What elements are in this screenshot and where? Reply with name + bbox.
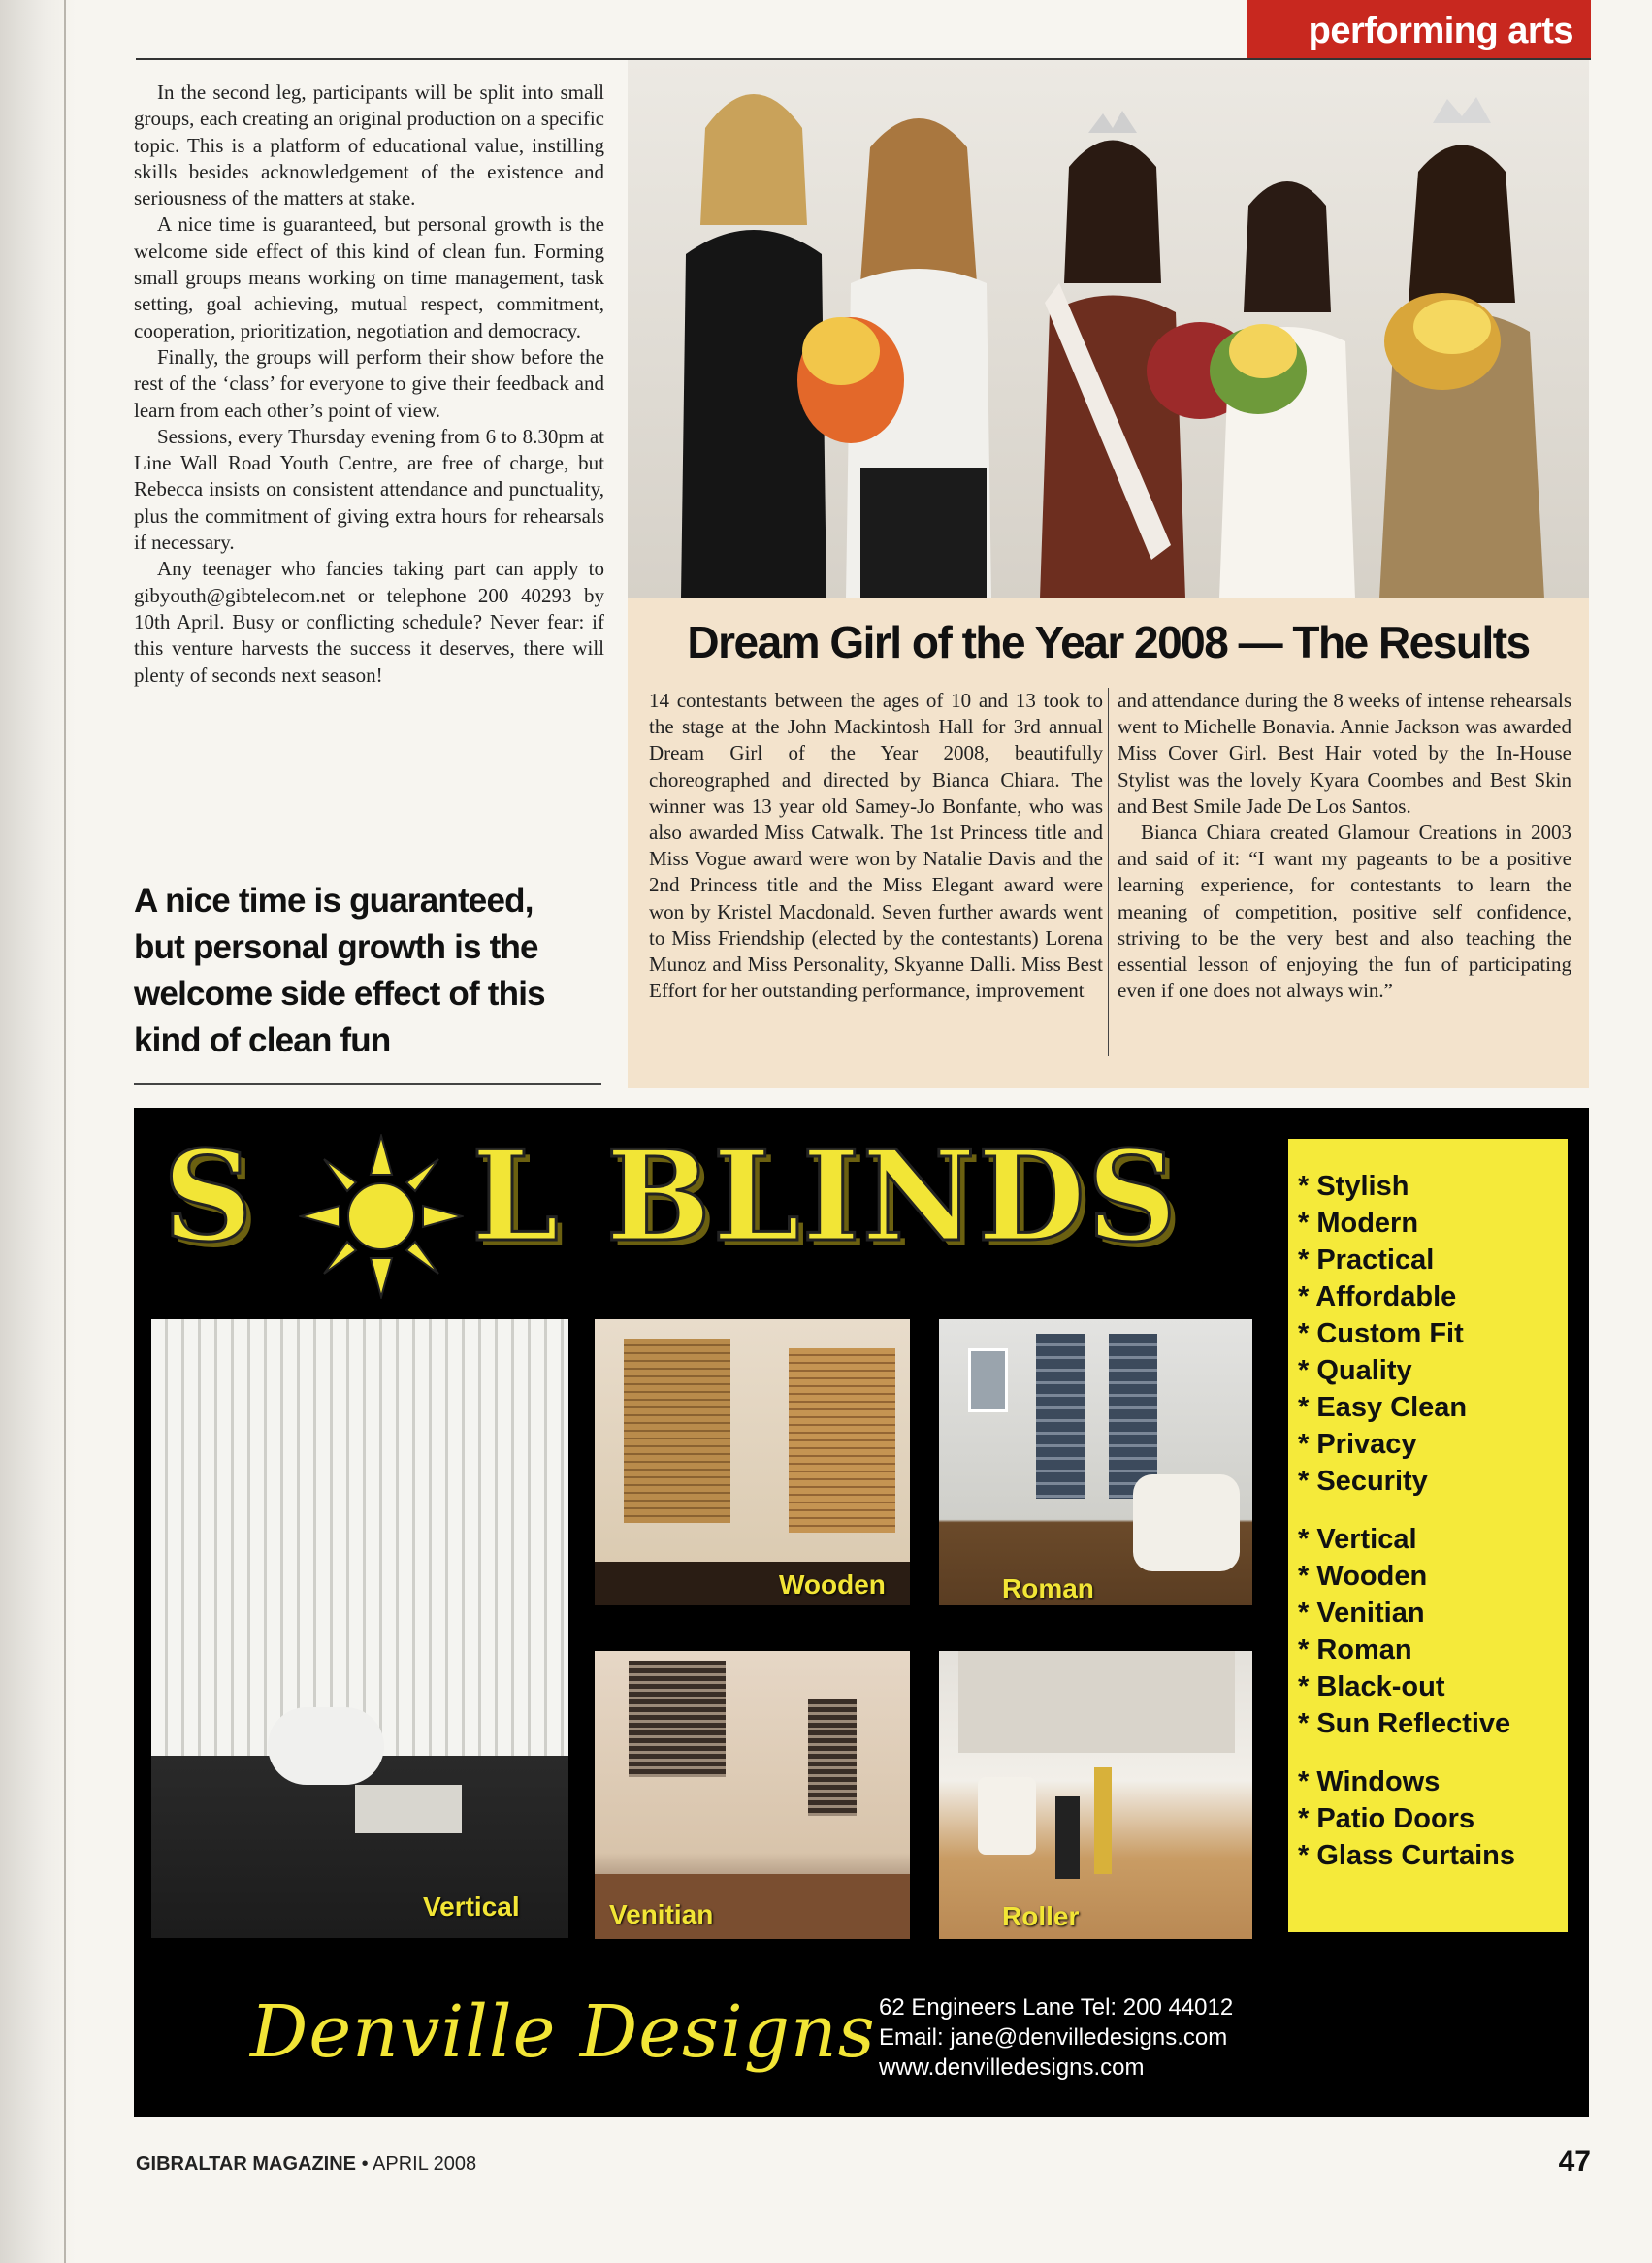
contact-web: www.denvilledesigns.com — [879, 2054, 1145, 2081]
paragraph: Any teenager who fancies taking part can apply to gibyouth@gibtelecom.net or telephone 200 40293 by 10th April. Busy or conflicting schedule? Never fear: if this venture harvests the success it deserves, there will plenty of seconds next season! — [134, 557, 604, 687]
type-item: * Sun Reflective — [1298, 1708, 1511, 1739]
contact-block — [879, 1992, 1233, 2083]
results-title: Dream Girl of the Year 2008 — The Results — [687, 617, 1530, 667]
location-item: * Glass Curtains — [1298, 1840, 1516, 1871]
type-item: * Wooden — [1298, 1561, 1428, 1592]
page-footer — [136, 2153, 476, 2176]
type-item: * Venitian — [1298, 1598, 1425, 1629]
type-item: * Roman — [1298, 1634, 1412, 1665]
page-number: 47 — [1558, 2146, 1591, 2178]
feature-item: * Privacy — [1298, 1429, 1417, 1460]
contact-email: Email: jane@denvilledesigns.com — [879, 2024, 1228, 2051]
tile-roman-blinds — [939, 1319, 1252, 1605]
features-list — [1288, 1139, 1568, 1932]
paragraph: In the second leg, participants will be split into small groups, each creating an original production on a specific topic. This is a platform of educational value, instilling skills besides acknowledgement of the existence and seriousness of the matters at stake. — [134, 81, 604, 210]
feature-item: * Quality — [1298, 1355, 1412, 1386]
footer-separator: • — [361, 2153, 369, 2175]
article-left-column — [134, 80, 604, 689]
tile-venitian-blinds — [595, 1651, 910, 1939]
advert-footer — [134, 1971, 1589, 2117]
location-item: * Patio Doors — [1298, 1803, 1475, 1834]
paragraph: and attendance during the 8 weeks of intense rehearsals went to Michelle Bonavia. Annie Jackson was awarded Miss Cover Girl. Best Hair voted by the In-House Stylist was the lovely Kyara Coombes and Best Skin and Best Smile Jade De Los Santos. — [1118, 689, 1571, 818]
sol-blinds-advert — [134, 1108, 1589, 2117]
feature-item: * Modern — [1298, 1208, 1419, 1239]
feature-item: * Custom Fit — [1298, 1318, 1464, 1349]
feature-item: * Stylish — [1298, 1171, 1409, 1202]
issue-date: APRIL 2008 — [373, 2153, 477, 2175]
spine-edge — [64, 0, 66, 2263]
feature-item: * Affordable — [1298, 1281, 1457, 1312]
column-divider — [1108, 688, 1109, 1056]
tile-label: Roller — [1002, 1901, 1080, 1931]
tile-roller-blinds — [939, 1651, 1252, 1939]
logo-text-l-blinds: L BLINDS — [471, 1124, 1180, 1270]
paragraph: Bianca Chiara created Glamour Creations in 2003 and said of it: “I want my pageants to be a positive learning experience, for contestants to learn the meaning of competition, positive self confidence, striving to be the very best and also teaching the essential lesson of enjoying the fun of participating even if one does not always win.” — [1118, 821, 1571, 1003]
pull-quote-rule — [134, 1083, 601, 1085]
paragraph: Finally, the groups will perform their show before the rest of the ‘class’ for everyone to give their feedback and learn from each other’s point of view. — [134, 344, 604, 422]
feature-item: * Practical — [1298, 1245, 1435, 1276]
feature-item: * Easy Clean — [1298, 1392, 1468, 1423]
pull-quote: A nice time is guaranteed, but personal growth is the welcome side effect of this kind of clean fun — [134, 882, 545, 1059]
results-column-1 — [649, 688, 1103, 1004]
contestants-photo — [628, 60, 1589, 598]
type-item: * Black-out — [1298, 1671, 1445, 1702]
tile-wooden-blinds — [595, 1319, 910, 1605]
section-tab: performing arts — [1247, 0, 1591, 58]
tile-label: Roman — [1002, 1573, 1094, 1603]
results-sidebar — [628, 598, 1589, 1088]
sol-blinds-logo — [163, 1119, 1424, 1275]
paragraph: A nice time is guaranteed, but personal growth is the welcome side effect of this kind of clean fun. Forming small groups means working on time management, task setting, goal achieving, mutual respect, commitment, cooperation, prioritization, negotiation and democracy. — [134, 212, 604, 342]
magazine-name: GIBRALTAR MAGAZINE — [136, 2153, 357, 2175]
feature-item: * Security — [1298, 1466, 1428, 1497]
location-item: * Windows — [1298, 1766, 1441, 1797]
type-item: * Vertical — [1298, 1524, 1417, 1555]
paragraph: Sessions, every Thursday evening from 6 to 8.30pm at Line Wall Road Youth Centre, are free of charge, but Rebecca insists on consistent attendance and punctuality, plus the commitment of giving extra hours for rehearsals if necessary. — [134, 424, 604, 555]
denville-designs-logo: Denville Designs — [250, 1990, 876, 2074]
tile-label: Venitian — [609, 1899, 714, 1929]
logo-letter-s: S — [163, 1124, 255, 1270]
contestants-illustration — [628, 60, 1589, 598]
sun-icon — [299, 1134, 464, 1299]
tile-label: Wooden — [779, 1569, 886, 1600]
tile-label: Vertical — [423, 1891, 520, 1922]
results-column-2 — [1118, 688, 1571, 1004]
contact-address: 62 Engineers Lane Tel: 200 44012 — [879, 1994, 1234, 2021]
tile-vertical-blinds — [151, 1319, 568, 1938]
paragraph: 14 contestants between the ages of 10 and 13 took to the stage at the John Mackintosh Hall for 3rd annual Dream Girl of the Year 2008, beautifully choreographed and directed by Bianca Chiara. The winner was 13 year old Samey-Jo Bonfante, who was also awarded Miss Catwalk. The 1st Princess title and Miss Vogue award were won by Natalie Davis and the 2nd Princess title and the Miss Elegant award were won by Kristel Macdonald. Seven further awards went to Miss Friendship (elected by the contestants) Lorena Munoz and Miss Personality, Skyanne Dalli. Miss Best Effort for her outstanding performance, improvement — [649, 689, 1103, 1003]
